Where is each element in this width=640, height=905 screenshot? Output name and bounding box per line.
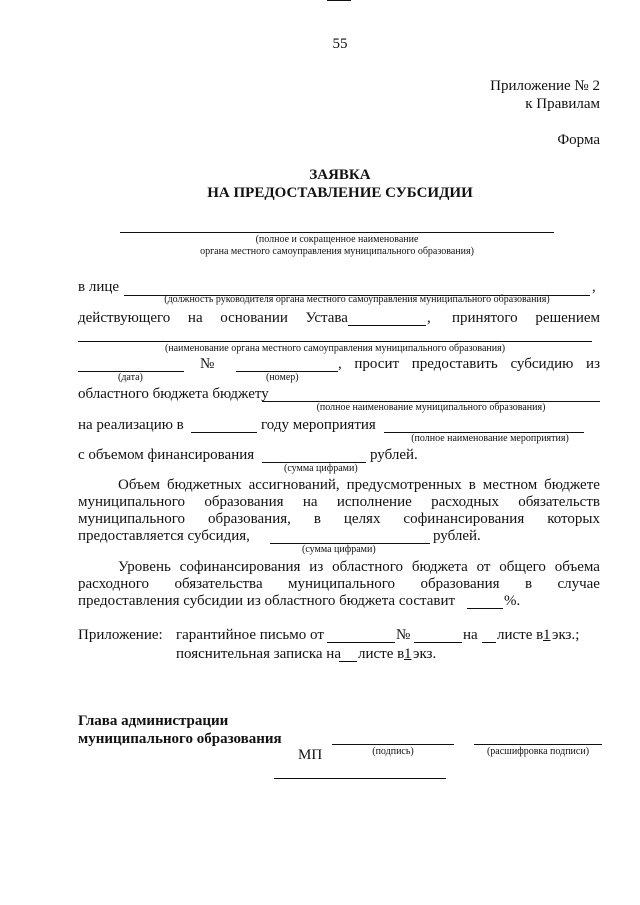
date-caption: (дата)	[118, 372, 143, 383]
letter-sheet-label: листе в	[497, 627, 544, 643]
para1-line4: предоставляется субсидия,	[78, 528, 250, 544]
signature-caption: (подпись)	[372, 746, 414, 757]
letter-date-field[interactable]	[327, 642, 395, 643]
letter-on-label: на	[463, 627, 478, 643]
rubles-label: рублей.	[370, 447, 418, 463]
number-sign: №	[200, 356, 215, 372]
top-mark	[327, 0, 351, 1]
org-caption-1: (полное и сокращенное наименование	[255, 234, 419, 245]
acting-text: действующего на основании Устава	[78, 310, 348, 326]
percent-field[interactable]	[467, 608, 503, 609]
percent-label: %.	[504, 593, 521, 609]
charter-field[interactable]	[348, 325, 426, 326]
attachment-label: Приложение:	[78, 627, 163, 643]
para1-line3: муниципального образования, в целях софинансирования которых	[78, 511, 600, 527]
accepted-text: принятого решением	[452, 310, 600, 326]
head-title-1: Глава администрации	[78, 713, 229, 729]
title-line1: ЗАЯВКА	[309, 167, 371, 183]
year-field[interactable]	[191, 432, 257, 433]
in-person-label: в лице	[78, 279, 120, 295]
body-caption: (наименование органа местного самоуправления муниципального образования)	[164, 343, 506, 354]
regional-budget-label: областного бюджета бюджету	[78, 386, 269, 402]
org-name-field[interactable]	[120, 232, 554, 233]
note-copies-label: экз.	[413, 646, 437, 662]
financing-label: с объемом финансирования	[78, 447, 255, 463]
letter-copies-label: экз.;	[552, 627, 580, 643]
note-sheet-label: листе в	[358, 646, 405, 662]
implementation-label: на реализацию в	[78, 417, 184, 433]
municipality-caption: (полное наименование муниципального образования)	[316, 402, 546, 413]
sum-caption-1: (сумма цифрами)	[284, 463, 358, 474]
form-label: Форма	[557, 132, 600, 148]
signature-field[interactable]	[332, 744, 454, 745]
guarantee-letter-label: гарантийное письмо от	[176, 627, 324, 643]
org-caption-2: органа местного самоуправления муниципального образования)	[200, 246, 474, 257]
para2-line2: расходного обязательства муниципального образования в случае	[78, 576, 600, 592]
letter-copies-count: 1	[543, 627, 551, 643]
bottom-divider	[274, 778, 446, 779]
stamp-place-label: МП	[298, 747, 323, 763]
note-sheets-field[interactable]	[339, 661, 357, 662]
number-caption: (номер)	[266, 372, 299, 383]
request-text: , просит предоставить субсидию из	[338, 356, 600, 372]
rules-label: к Правилам	[525, 96, 600, 112]
para1-line1: Объем бюджетных ассигнований, предусмотренных в местном бюджете	[118, 477, 600, 493]
event-caption: (полное наименование мероприятия)	[411, 433, 569, 444]
position-caption: (должность руководителя органа местного самоуправления муниципального образования)	[164, 294, 550, 305]
decoding-caption: (расшифровка подписи)	[486, 746, 590, 757]
signature-decoding-field[interactable]	[474, 744, 602, 745]
explanatory-note-label: пояснительная записка на	[176, 646, 341, 662]
para1-line2: муниципального образования на исполнение расходных обязательств	[78, 494, 600, 510]
letter-number-sign: №	[396, 627, 411, 643]
para2-line1: Уровень софинансирования из областного бюджета от общего объема	[118, 559, 600, 575]
page-number: 55	[332, 36, 348, 52]
note-copies-count: 1	[404, 646, 412, 662]
year-event-label: году мероприятия	[261, 417, 376, 433]
head-title-2: муниципального образования	[78, 731, 282, 747]
comma-mark: ,	[592, 279, 596, 295]
title-line2: НА ПРЕДОСТАВЛЕНИЕ СУБСИДИИ	[207, 185, 473, 201]
accepted-comma: ,	[427, 310, 431, 326]
para2-line3: предоставления субсидии из областного бюджета составит	[78, 593, 456, 609]
letter-sheets-field[interactable]	[482, 642, 496, 643]
body-name-field[interactable]	[78, 341, 592, 342]
sum-caption-2: (сумма цифрами)	[302, 544, 376, 555]
letter-number-field[interactable]	[414, 642, 462, 643]
para1-rubles: рублей.	[433, 528, 481, 544]
appendix-label: Приложение № 2	[490, 78, 600, 94]
